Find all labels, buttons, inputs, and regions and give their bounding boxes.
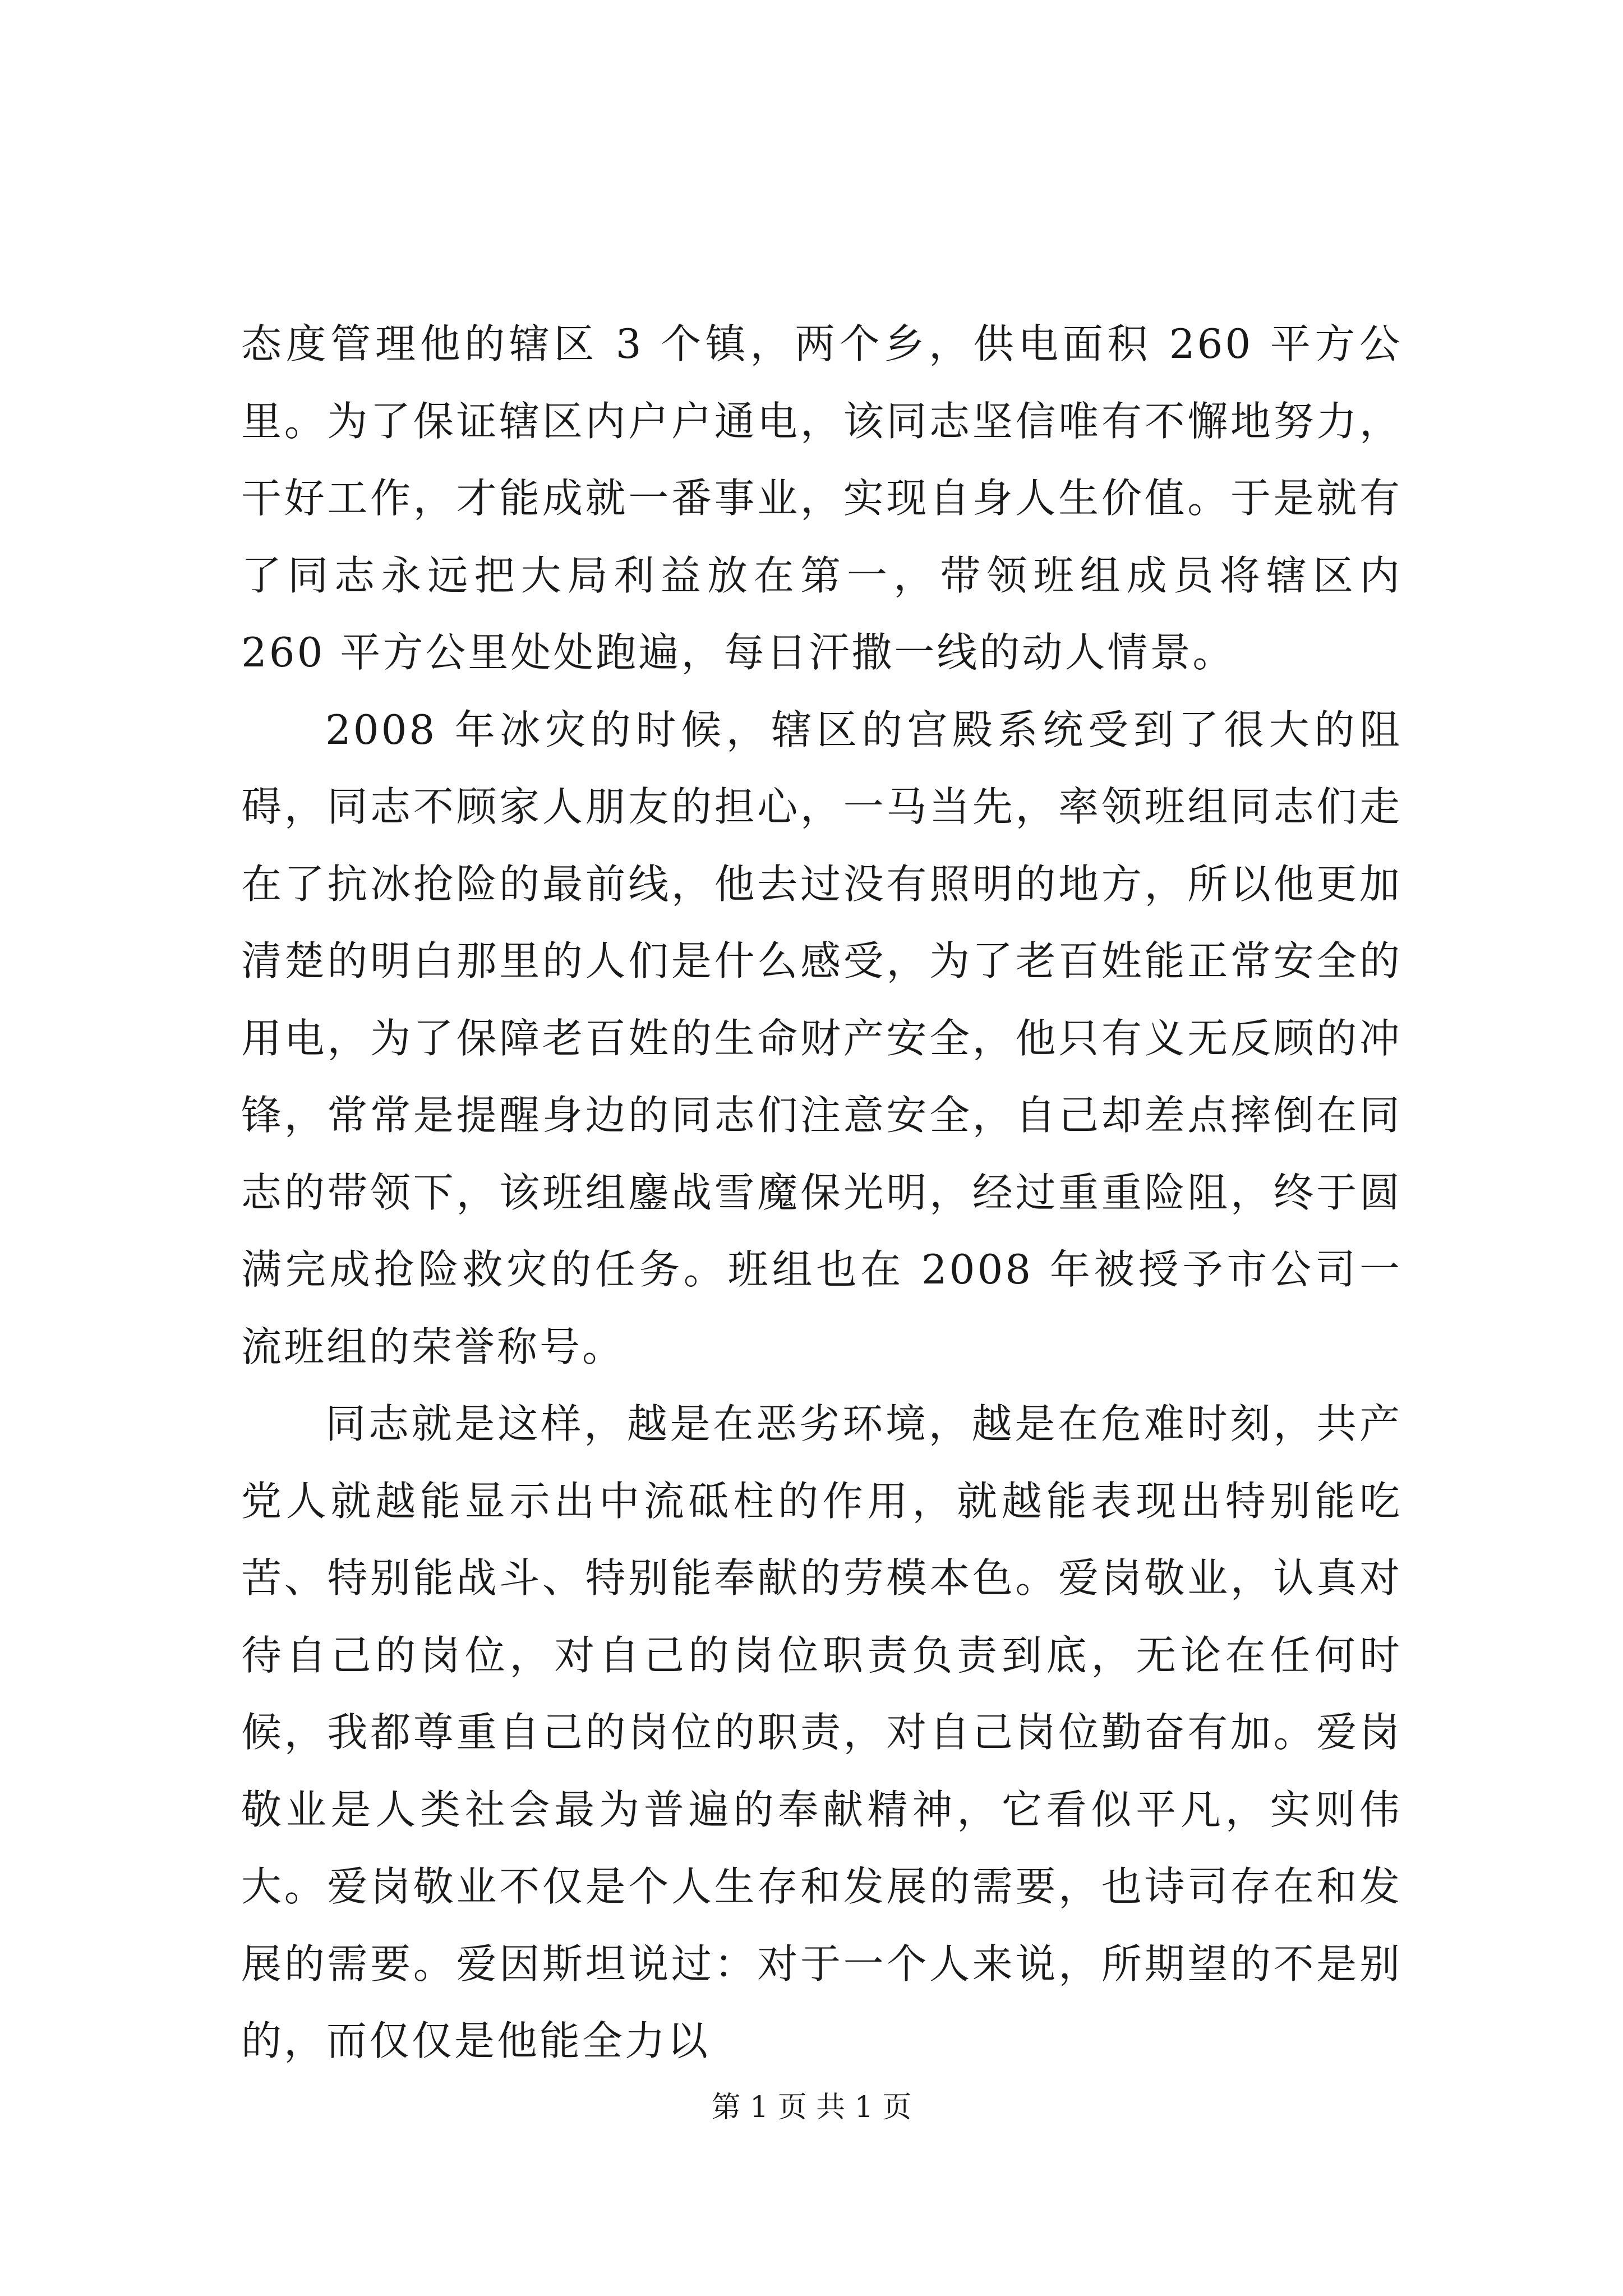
paragraph-1: 态度管理他的辖区 3 个镇，两个乡，供电面积 260 平方公里。为了保证辖区内户户通电，该同志坚信唯有不懈地努力，干好工作，才能成就一番事业，实现自身人生价值。于是就有了同志永远把大局利益放在第一，带领班组成员将辖区内 260 平方公里处处跑遍，每日汗撒一线的动人情景。 xyxy=(241,320,1402,676)
document-body xyxy=(241,306,1402,2080)
page-footer: 第 1 页 共 1 页 xyxy=(711,2091,912,2124)
paragraph-2: 2008 年冰灾的时候，辖区的宫殿系统受到了很大的阻碍，同志不顾家人朋友的担心，一马当先，率领班组同志们走在了抗冰抢险的最前线，他去过没有照明的地方，所以他更加清楚的明白那里的人们是什么感受，为了老百姓能正常安全的用电，为了保障老百姓的生命财产安全，他只有义无反顾的冲锋，常常是提醒身边的同志们注意安全，自己却差点摔倒在同志的带领下，该班组鏖战雪魔保光明，经过重重险阻，终于圆满完成抢险救灾的任务。班组也在 2008 年被授予市公司一流班组的荣誉称号。 xyxy=(241,706,1402,1370)
paragraph-3: 同志就是这样，越是在恶劣环境，越是在危难时刻，共产党人就越能显示出中流砥柱的作用，就越能表现出特别能吃苦、特别能战斗、特别能奉献的劳模本色。爱岗敬业，认真对待自己的岗位，对自己的岗位职责负责到底，无论在任何时候，我都尊重自己的岗位的职责，对自己岗位勤奋有加。爱岗敬业是人类社会最为普遍的奉献精神，它看似平凡，实则伟大。爱岗敬业不仅是个人生存和发展的需要，也诗司存在和发展的需要。爱因斯坦说过：对于一个人来说，所期望的不是别的，而仅仅是他能全力以 xyxy=(241,1400,1402,2064)
